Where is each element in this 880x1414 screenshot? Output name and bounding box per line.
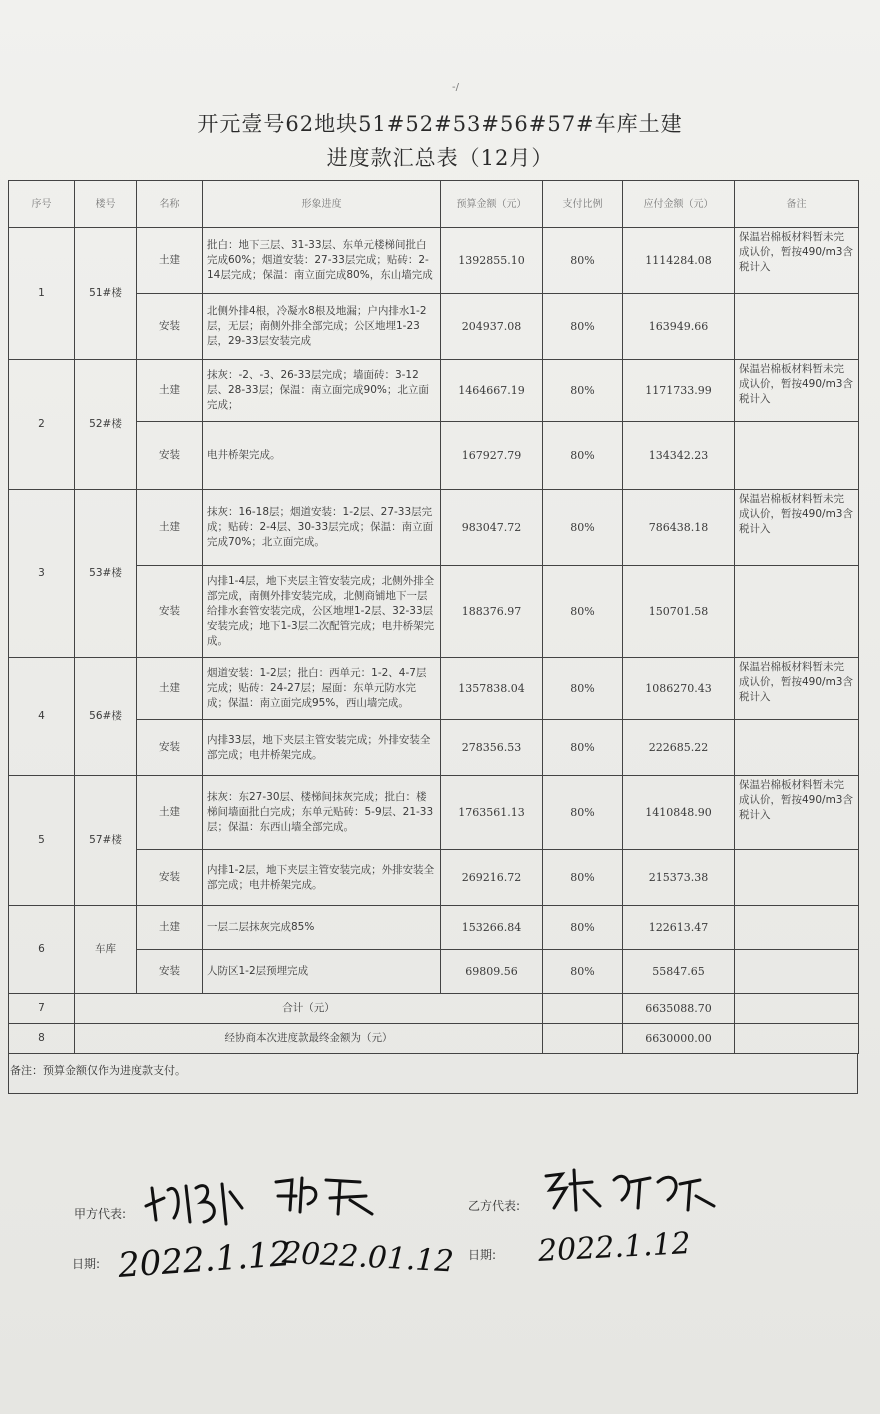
name-cell: 土建 [137, 776, 203, 850]
ratio-cell: 80% [543, 422, 623, 490]
final-seq: 8 [9, 1024, 75, 1054]
name-cell: 安装 [137, 294, 203, 360]
ratio-cell: 80% [543, 490, 623, 566]
progress-cell: 抹灰：东27-30层、楼梯间抹灰完成；批白：楼梯间墙面批白完成；东单元贴砖：5-9层、21-33层；保温：东西山墙全部完成。 [203, 776, 441, 850]
progress-cell: 内排1-4层，地下夹层主管安装完成；北侧外排全部完成，南侧外排安装完成，北侧商铺地下一层给排水套管安装完成，公区地埋1-2层、32-33层安装完成；地下1-3层二次配管完成；电井桥架完成。 [203, 566, 441, 658]
header-progress: 形象进度 [203, 181, 441, 228]
budget-cell: 1464667.19 [441, 360, 543, 422]
note-cell [735, 906, 859, 950]
table-row [9, 658, 859, 720]
payable-cell: 1410848.90 [623, 776, 735, 850]
seq-cell: 1 [9, 228, 75, 360]
note-cell [735, 850, 859, 906]
payable-cell: 122613.47 [623, 906, 735, 950]
payable-cell: 786438.18 [623, 490, 735, 566]
payable-cell: 163949.66 [623, 294, 735, 360]
budget-cell: 1357838.04 [441, 658, 543, 720]
party-a-signature-2 [270, 1170, 382, 1222]
payable-cell: 134342.23 [623, 422, 735, 490]
seq-cell: 3 [9, 490, 75, 658]
ratio-cell: 80% [543, 776, 623, 850]
table-row [9, 490, 859, 566]
ratio-cell: 80% [543, 950, 623, 994]
ratio-cell: 80% [543, 566, 623, 658]
total-row [9, 994, 859, 1024]
progress-payment-table [8, 180, 859, 1054]
budget-cell: 1763561.13 [441, 776, 543, 850]
progress-cell: 烟道安装：1-2层；批白：西单元：1-2、4-7层完成；贴砖：24-27层；屋面：东单元防水完成；保温：南立面完成95%，西山墙完成。 [203, 658, 441, 720]
final-label: 经协商本次进度款最终金额为（元） [75, 1024, 543, 1054]
total-empty-cell [543, 994, 623, 1024]
header-seq: 序号 [9, 181, 75, 228]
note-cell: 保温岩棉板材料暂未完成认价，暂按490/m3含税计入 [735, 776, 859, 850]
party-b-date: 2022.1.12 [537, 1226, 692, 1269]
budget-cell: 1392855.10 [441, 228, 543, 294]
header-payable: 应付金额（元） [623, 181, 735, 228]
building-cell: 53#楼 [75, 490, 137, 658]
table-row [9, 294, 859, 360]
header-budget: 预算金额（元） [441, 181, 543, 228]
date-label-b: 日期: [468, 1248, 497, 1262]
ratio-cell: 80% [543, 228, 623, 294]
party-a-signature-1 [138, 1168, 248, 1230]
progress-cell: 人防区1-2层预埋完成 [203, 950, 441, 994]
name-cell: 土建 [137, 360, 203, 422]
table-header-row [9, 181, 859, 228]
date-label-a: 日期: [72, 1257, 101, 1271]
progress-cell: 北侧外排4根，冷凝水8根及地漏；户内排水1-2层，无层；南侧外排全部完成；公区地埋1-23层，29-33层安装完成 [203, 294, 441, 360]
table-row [9, 950, 859, 994]
seq-cell: 4 [9, 658, 75, 776]
name-cell: 土建 [137, 490, 203, 566]
progress-cell: 电井桥架完成。 [203, 422, 441, 490]
seq-cell: 2 [9, 360, 75, 490]
name-cell: 土建 [137, 906, 203, 950]
final-payable: 6630000.00 [623, 1024, 735, 1054]
party-a-date-2: 2022.01.12 [281, 1235, 455, 1280]
party-b-label: 乙方代表: [468, 1199, 521, 1213]
name-cell: 安装 [137, 422, 203, 490]
note-cell: 保温岩棉板材料暂未完成认价，暂按490/m3含税计入 [735, 490, 859, 566]
progress-cell: 内排1-2层，地下夹层主管安装完成；外排安装全部完成；电井桥架完成。 [203, 850, 441, 906]
progress-cell: 抹灰：-2、-3、26-33层完成；墙面砖：3-12层、28-33层；保温：南立面完成90%；北立面完成； [203, 360, 441, 422]
final-empty-cell [543, 1024, 623, 1054]
seq-cell: 5 [9, 776, 75, 906]
note-cell [735, 566, 859, 658]
ratio-cell: 80% [543, 360, 623, 422]
party-a-label: 甲方代表: [74, 1207, 127, 1221]
progress-cell: 一层二层抹灰完成85% [203, 906, 441, 950]
table-row [9, 228, 859, 294]
ratio-cell: 80% [543, 720, 623, 776]
payable-cell: 1086270.43 [623, 658, 735, 720]
building-cell: 车库 [75, 906, 137, 994]
ratio-cell: 80% [543, 658, 623, 720]
table-row [9, 422, 859, 490]
final-row [9, 1024, 859, 1054]
name-cell: 安装 [137, 566, 203, 658]
progress-cell: 批白：地下三层、31-33层、东单元楼梯间批白完成60%；烟道安装：27-33层完成；贴砖：2-14层完成；保温：南立面完成80%，东山墙完成 [203, 228, 441, 294]
building-cell: 51#楼 [75, 228, 137, 360]
note-cell: 保温岩棉板材料暂未完成认价，暂按490/m3含税计入 [735, 228, 859, 294]
table-row [9, 720, 859, 776]
budget-cell: 204937.08 [441, 294, 543, 360]
header-building: 楼号 [75, 181, 137, 228]
budget-cell: 278356.53 [441, 720, 543, 776]
building-cell: 57#楼 [75, 776, 137, 906]
document-subtitle: 进度款汇总表（12月） [326, 146, 554, 170]
final-note-cell [735, 1024, 859, 1054]
payable-cell: 215373.38 [623, 850, 735, 906]
budget-cell: 269216.72 [441, 850, 543, 906]
total-payable: 6635088.70 [623, 994, 735, 1024]
payable-cell: 1171733.99 [623, 360, 735, 422]
payable-cell: 55847.65 [623, 950, 735, 994]
progress-cell: 内排33层，地下夹层主管安装完成；外排安装全部完成；电井桥架完成。 [203, 720, 441, 776]
payable-cell: 150701.58 [623, 566, 735, 658]
header-ratio: 支付比例 [543, 181, 623, 228]
note-cell [735, 294, 859, 360]
table-body [9, 228, 859, 1054]
budget-cell: 167927.79 [441, 422, 543, 490]
budget-cell: 69809.56 [441, 950, 543, 994]
party-b-signature [540, 1160, 720, 1220]
table-row [9, 906, 859, 950]
ratio-cell: 80% [543, 294, 623, 360]
payable-cell: 1114284.08 [623, 228, 735, 294]
name-cell: 安装 [137, 850, 203, 906]
seq-cell: 6 [9, 906, 75, 994]
name-cell: 土建 [137, 658, 203, 720]
remark-text: 备注：预算金额仅作为进度款支付。 [10, 1064, 186, 1077]
budget-cell: 983047.72 [441, 490, 543, 566]
note-cell: 保温岩棉板材料暂未完成认价，暂按490/m3含税计入 [735, 658, 859, 720]
building-cell: 56#楼 [75, 658, 137, 776]
top-mark: -/ [452, 82, 459, 93]
total-label: 合计（元） [75, 994, 543, 1024]
total-seq: 7 [9, 994, 75, 1024]
name-cell: 安装 [137, 720, 203, 776]
name-cell: 安装 [137, 950, 203, 994]
document-title: 开元壹号62地块51#52#53#56#57#车库土建 [197, 112, 683, 136]
table-row [9, 566, 859, 658]
party-a-date-1: 2022.1.12 [116, 1234, 293, 1286]
name-cell: 土建 [137, 228, 203, 294]
ratio-cell: 80% [543, 850, 623, 906]
note-cell: 保温岩棉板材料暂未完成认价，暂按490/m3含税计入 [735, 360, 859, 422]
table-row [9, 360, 859, 422]
header-name: 名称 [137, 181, 203, 228]
payable-cell: 222685.22 [623, 720, 735, 776]
budget-cell: 153266.84 [441, 906, 543, 950]
budget-cell: 188376.97 [441, 566, 543, 658]
building-cell: 52#楼 [75, 360, 137, 490]
header-note: 备注 [735, 181, 859, 228]
note-cell [735, 950, 859, 994]
note-cell [735, 720, 859, 776]
table-row [9, 776, 859, 850]
total-note-cell [735, 994, 859, 1024]
progress-cell: 抹灰：16-18层；烟道安装：1-2层、27-33层完成；贴砖：2-4层、30-33层完成；保温：南立面完成70%；北立面完成。 [203, 490, 441, 566]
note-cell [735, 422, 859, 490]
table-row [9, 850, 859, 906]
ratio-cell: 80% [543, 906, 623, 950]
